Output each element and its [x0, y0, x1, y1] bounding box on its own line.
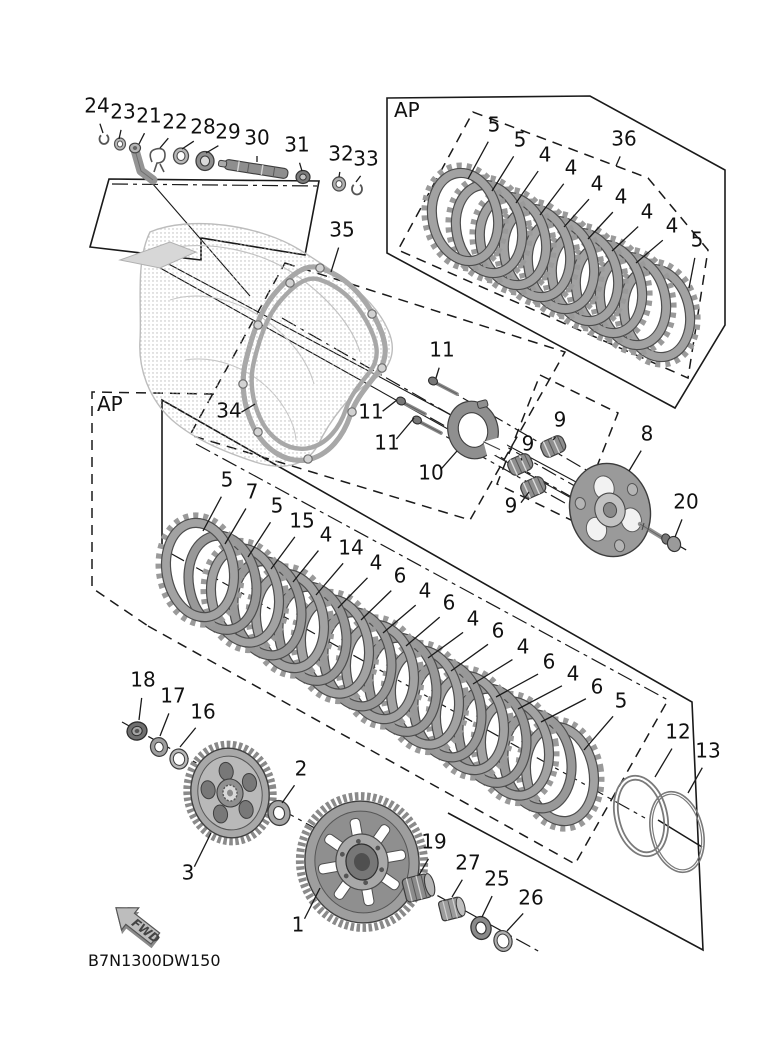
- washer-32: [333, 177, 346, 191]
- callout-number-5: 5: [487, 112, 501, 137]
- fwd-arrow: [105, 897, 166, 954]
- callout-number-6: 6: [491, 618, 505, 643]
- nut-18: [125, 720, 148, 742]
- washer-25: [469, 914, 494, 941]
- callout-leader-12: [655, 749, 672, 777]
- callout-number-4: 4: [590, 171, 604, 196]
- callout-leader-3: [194, 833, 211, 867]
- callout-leader-18: [139, 698, 142, 720]
- callout-number-10: 10: [418, 460, 444, 485]
- circlip-24: [100, 134, 109, 144]
- callout-leader-21: [139, 133, 144, 144]
- callout-number-12: 12: [665, 719, 691, 744]
- callout-number-11: 11: [374, 430, 400, 455]
- callout-number-11: 11: [358, 399, 384, 424]
- callout-number-32: 32: [328, 141, 354, 166]
- washer-26: [492, 929, 515, 954]
- callout-number-34: 34: [216, 398, 242, 423]
- callout-number-31: 31: [284, 132, 310, 157]
- upper-box-axis: [112, 184, 318, 186]
- callout-leader-22: [160, 138, 168, 148]
- callout-number-35: 35: [329, 217, 355, 242]
- callout-leader-17: [160, 713, 169, 736]
- callout-leader-6: [496, 674, 538, 697]
- callout-number-17: 17: [160, 683, 186, 708]
- callout-number-29: 29: [215, 119, 241, 144]
- callout-number-4: 4: [614, 184, 628, 209]
- callout-number-6: 6: [393, 563, 407, 588]
- callout-number-4: 4: [538, 142, 552, 167]
- callout-leader-28: [182, 141, 194, 149]
- callout-number-33: 33: [353, 146, 379, 171]
- push-rod-30: [218, 158, 289, 179]
- callout-number-4: 4: [665, 213, 679, 238]
- ap-zone-label-top: AP: [394, 98, 420, 122]
- callout-leader-33: [356, 176, 361, 182]
- washer-16: [168, 747, 190, 770]
- fwd-label: FWD: [128, 915, 163, 947]
- callout-number-6: 6: [542, 649, 556, 674]
- diagram-code: B7N1300DW150: [88, 951, 221, 970]
- callout-number-30: 30: [244, 125, 270, 150]
- pressure-plate-8: [559, 454, 661, 566]
- spacer-27: [438, 896, 467, 921]
- callout-number-5: 5: [220, 467, 234, 492]
- callout-number-4: 4: [418, 578, 432, 603]
- callout-leader-9: [521, 458, 522, 460]
- callout-leader-32: [339, 172, 340, 177]
- callout-number-27: 27: [455, 850, 481, 875]
- nut-31: [296, 171, 310, 184]
- callout-leader-25: [482, 896, 492, 917]
- callout-number-14: 14: [338, 535, 364, 560]
- ap-zone-label-left: AP: [97, 392, 123, 416]
- callout-number-19: 19: [421, 829, 447, 854]
- callout-leader-20: [675, 519, 682, 537]
- callout-leader-35: [331, 248, 339, 272]
- washer-2: [266, 798, 293, 827]
- callout-leader-36: [616, 156, 620, 166]
- callout-leader-16: [180, 728, 196, 747]
- spring-seat-plate-10: [441, 394, 508, 465]
- callout-number-24: 24: [84, 93, 110, 118]
- callout-leader-5: [584, 716, 613, 750]
- callout-leader-8: [629, 451, 641, 471]
- bolt-11-a: [427, 376, 457, 394]
- seal-28: [174, 148, 189, 164]
- callout-number-5: 5: [513, 127, 527, 152]
- callout-number-16: 16: [190, 699, 216, 724]
- push-lever-21: [130, 143, 154, 180]
- callout-number-4: 4: [564, 155, 578, 180]
- clutch-boss-3: [179, 737, 281, 848]
- callout-leader-29: [206, 146, 218, 153]
- callout-number-28: 28: [190, 114, 216, 139]
- callout-number-7: 7: [245, 479, 259, 504]
- callout-number-4: 4: [369, 550, 383, 575]
- washer-17: [149, 736, 170, 758]
- callout-number-5: 5: [690, 227, 704, 252]
- callout-number-4: 4: [566, 661, 580, 686]
- callout-number-5: 5: [270, 493, 284, 518]
- washer-23: [115, 138, 126, 150]
- callout-number-9: 9: [553, 407, 567, 432]
- callout-leader-11: [436, 368, 439, 378]
- callout-number-8: 8: [640, 421, 654, 446]
- callout-leader-11: [383, 400, 397, 411]
- callout-leader-6: [541, 699, 586, 722]
- callout-leader-26: [507, 913, 523, 931]
- bearing-29: [196, 152, 214, 171]
- callout-number-9: 9: [521, 431, 535, 456]
- callout-leader-27: [452, 880, 462, 897]
- eclip-33: [352, 184, 362, 195]
- callout-number-18: 18: [130, 667, 156, 692]
- torsion-spring-22: [150, 149, 165, 172]
- callout-number-13: 13: [695, 738, 721, 763]
- callout-number-5: 5: [614, 688, 628, 713]
- callout-number-3: 3: [181, 860, 195, 885]
- callout-number-20: 20: [673, 489, 699, 514]
- callout-leader-24: [100, 124, 103, 133]
- callout-number-4: 4: [466, 606, 480, 631]
- callout-leader-2: [282, 785, 295, 803]
- bolt-20: [640, 523, 682, 553]
- friction-plate-stack-upper: [415, 155, 707, 372]
- callout-number-26: 26: [518, 885, 544, 910]
- callout-number-6: 6: [590, 674, 604, 699]
- callout-number-4: 4: [516, 634, 530, 659]
- callout-leader-31: [300, 163, 302, 171]
- clutch-housing-1: [289, 786, 434, 938]
- callout-number-1: 1: [291, 912, 305, 937]
- callout-number-6: 6: [442, 590, 456, 615]
- clutch-spring-9a: [539, 434, 568, 459]
- callout-number-4: 4: [640, 199, 654, 224]
- callout-number-9: 9: [504, 493, 518, 518]
- callout-number-23: 23: [110, 99, 136, 124]
- callout-leader-5: [689, 258, 695, 288]
- callout-number-25: 25: [484, 866, 510, 891]
- callout-number-15: 15: [289, 508, 315, 533]
- clutch-lower-parts: [125, 720, 712, 953]
- callout-number-4: 4: [319, 522, 333, 547]
- callout-number-11: 11: [429, 337, 455, 362]
- callout-number-36: 36: [611, 126, 637, 151]
- o-ring-12: [606, 770, 676, 862]
- callout-number-22: 22: [162, 109, 188, 134]
- callout-number-2: 2: [294, 756, 308, 781]
- callout-leader-6: [451, 644, 488, 671]
- callout-number-21: 21: [136, 103, 162, 128]
